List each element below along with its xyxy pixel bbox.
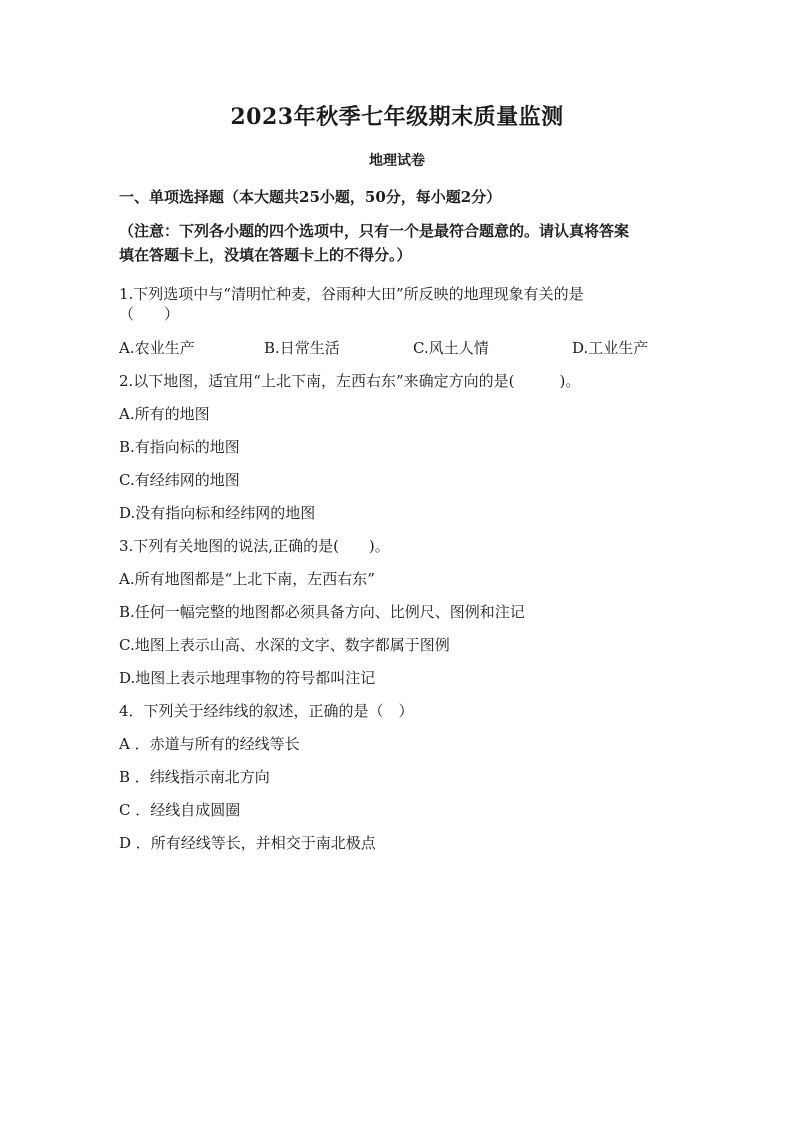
notice-line: （注意：下列各小题的四个选项中，只有一个是最符合题意的。请认真将答案	[119, 222, 630, 240]
option-d: D.地图上表示地理事物的符号都叫注记	[119, 669, 376, 687]
question-2-stem: 2.以下地图，适宜用“上北下南，左西右东”来确定方向的是( )。	[119, 372, 581, 390]
notice-line: 填在答题卡上，没填在答题卡上的不得分。）	[119, 246, 412, 264]
question-1-options	[119, 337, 679, 357]
option-c: C ．经线自成圆圈	[119, 801, 241, 819]
section-heading: 一、单项选择题（本大题共25小题，50分，每小题2分）	[119, 188, 502, 206]
option-d: D ．所有经线等长，并相交于南北极点	[119, 834, 376, 852]
question-1-stem: 1.下列选项中与“清明忙种麦，谷雨种大田”所反映的地理现象有关的是	[119, 285, 584, 303]
option-c: C.风土人情	[413, 339, 489, 357]
option-c: C.地图上表示山高、水深的文字、数字都属于图例	[119, 636, 450, 654]
option-d: D.没有指向标和经纬网的地图	[119, 504, 316, 522]
page-subtitle: 地理试卷	[369, 153, 425, 169]
option-b: B ．纬线指示南北方向	[119, 768, 270, 786]
option-a: A.所有的地图	[119, 405, 210, 423]
option-a: A ．赤道与所有的经线等长	[119, 735, 300, 753]
question-3-stem: 3.下列有关地图的说法,正确的是( )。	[119, 537, 390, 555]
question-1-stem-blank: （ ）	[119, 305, 180, 323]
option-c: C.有经纬网的地图	[119, 471, 240, 489]
option-b: B.任何一幅完整的地图都必须具备方向、比例尺、图例和注记	[119, 603, 525, 621]
option-a: A.农业生产	[119, 339, 195, 357]
option-a: A.所有地图都是“上北下南，左西右东”	[119, 570, 375, 588]
option-b: B.有指向标的地图	[119, 438, 240, 456]
option-d: D.工业生产	[572, 339, 649, 357]
page-title: 2023年秋季七年级期末质量监测	[230, 104, 564, 130]
option-b: B.日常生活	[264, 339, 340, 357]
question-4-stem: 4．下列关于经纬线的叙述，正确的是（ ）	[119, 702, 414, 720]
